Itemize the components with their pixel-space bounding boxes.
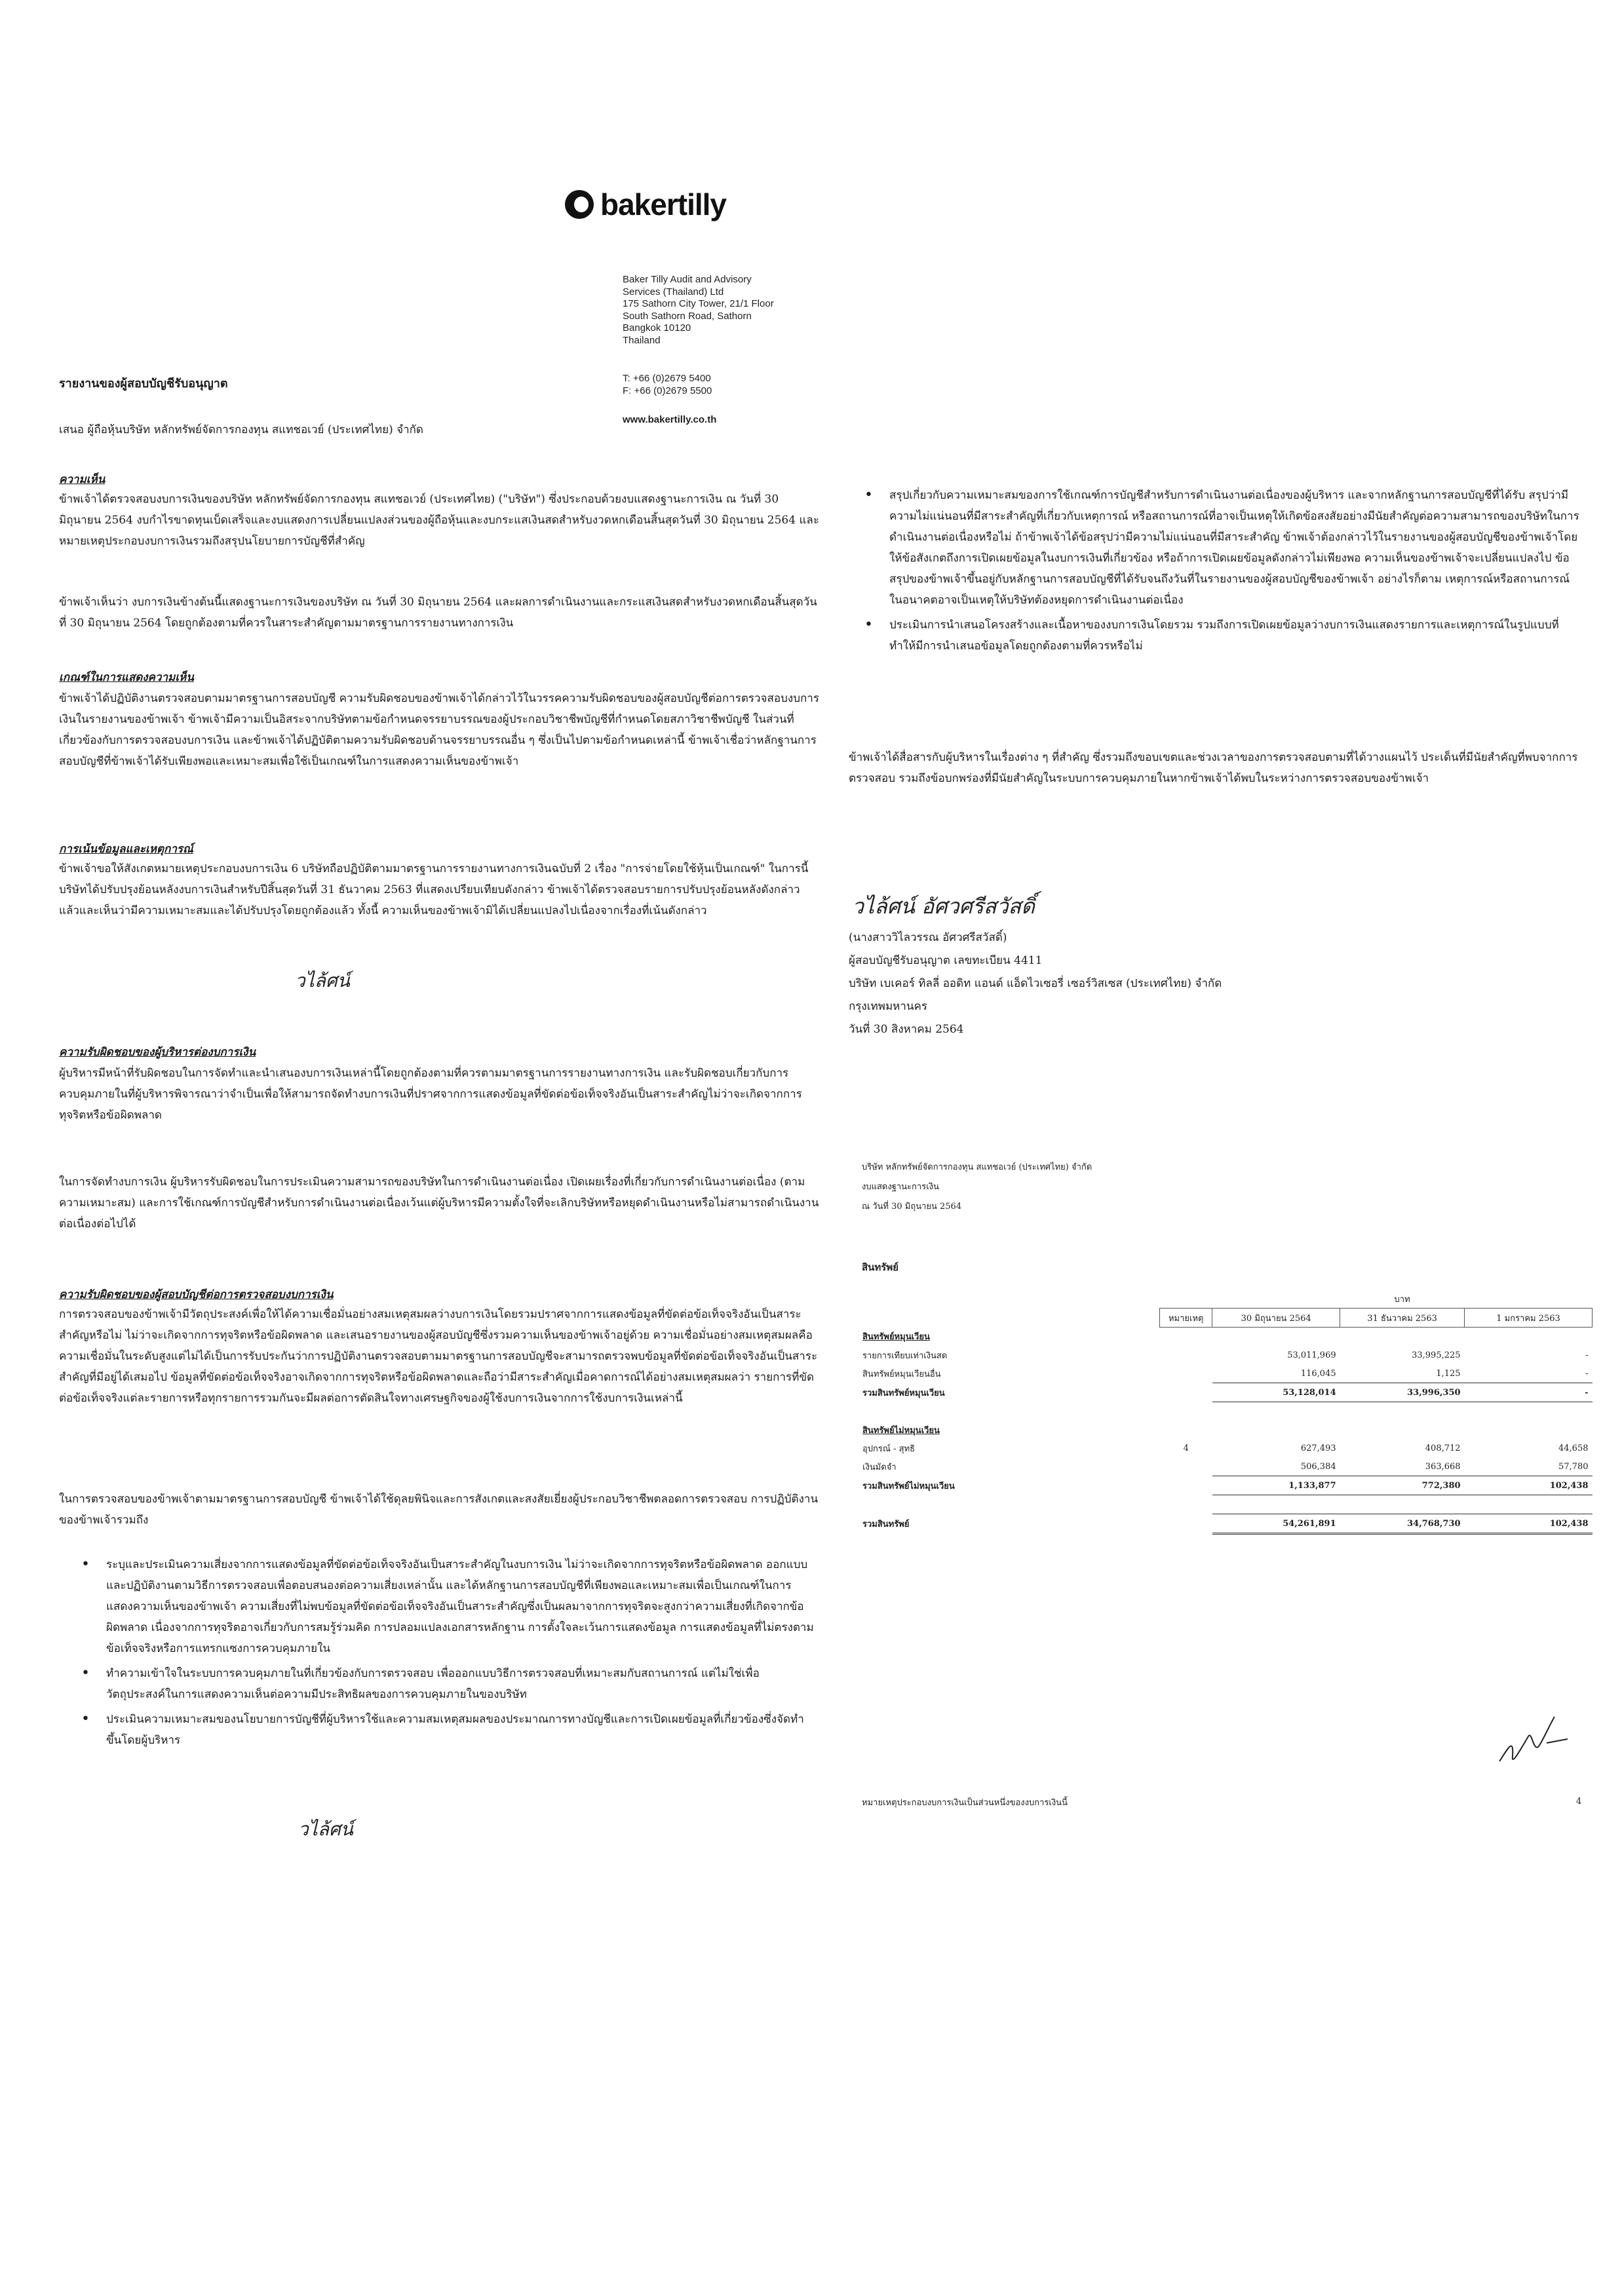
total-value: 33,996,350	[1340, 1383, 1465, 1402]
row-note: 4	[1183, 1443, 1189, 1453]
firm-address	[623, 274, 832, 347]
total-value: -	[1465, 1383, 1593, 1402]
grand-total-value: 34,768,730	[1340, 1514, 1465, 1534]
opinion-paragraph-2: ข้าพเจ้าเห็นว่า งบการเงินข้างต้นนี้แสดงฐานะการเงินของบริษัท ณ วันที่ 30 มิถุนายน 2564 และผลการดำเนินงานและกระแสเงินสดสำหรับงวดหกเดือนสิ้นสุดวันที่ 30 มิถุนายน 2564 โดยถูกต้องตามที่ควรในสาระสำคัญตามมาตรฐานการรายงานทางการเงิน	[59, 596, 817, 630]
signer-name: (นางสาววิไลวรรณ อัศวศรีสวัสดิ์)	[849, 931, 1007, 944]
list-item: • ประเมินความเหมาะสมของนโยบายการบัญชีที่ผู้บริหารใช้และความสมเหตุสมผลของประมาณการทางบัญชีและการเปิดเผยข้อมูลที่เกี่ยวข้องซึ่งจัดทำขึ้นโดยผู้บริหาร	[79, 1709, 816, 1751]
address-line: Baker Tilly Audit and Advisory	[623, 274, 752, 285]
phone-number: T: +66 (0)2679 5400	[623, 373, 711, 384]
total-label: รวมสินทรัพย์ไม่หมุนเวียน	[862, 1481, 955, 1491]
signer-city: กรุงเทพมหานคร	[849, 1000, 928, 1013]
logo-mark-icon	[565, 190, 594, 219]
row-value: 363,668	[1425, 1461, 1461, 1472]
spacer-row	[859, 1495, 1593, 1514]
procedures-list-left	[79, 1554, 816, 1755]
total-label: รวมสินทรัพย์หมุนเวียน	[862, 1388, 945, 1398]
table-row	[859, 1346, 1593, 1364]
row-note	[1160, 1457, 1212, 1476]
firm-contact	[623, 372, 712, 397]
auditor-paragraph-2: ในการตรวจสอบของข้าพเจ้าตามมาตรฐานการสอบบัญชี ข้าพเจ้าได้ใช้ดุลยพินิจและการสังเกตและสงสัยเยี่ยงผู้ประกอบวิชาชีพตลอดการตรวจสอบ การปฏิบัติงานของข้าพเจ้ารวมถึง	[59, 1493, 819, 1527]
report-addressee: เสนอ ผู้ถือหุ้นบริษัท หลักทรัพย์จัดการกองทุน สแทชอเวย์ (ประเทศไทย) จำกัด	[59, 423, 423, 436]
opinion-heading: ความเห็น	[59, 473, 106, 486]
grand-total-value: 54,261,891	[1212, 1514, 1340, 1534]
address-line: Thailand	[623, 334, 661, 346]
note-column-header: หมายเหตุ	[1160, 1309, 1212, 1328]
table-row	[859, 1328, 1593, 1347]
list-item: • ทำความเข้าใจในระบบการควบคุมภายในที่เกี่ยวข้องกับการตรวจสอบ เพื่อออกแบบวิธีการตรวจสอบที่เหมาะสมกับสถานการณ์ แต่ไม่ใช่เพื่อวัตถุประสงค์ในการแสดงความเห็นต่อความมีประสิทธิผลของการควบคุมภายในของบริษัท	[79, 1663, 816, 1705]
balance-sheet-table	[859, 1290, 1593, 1535]
address-line: South Sathorn Road, Sathorn	[623, 310, 752, 322]
row-value: 44,658	[1558, 1443, 1589, 1453]
row-value: 53,011,969	[1287, 1350, 1336, 1360]
table-row	[859, 1514, 1593, 1534]
initials-mark: วไล้ศน์	[295, 970, 350, 991]
table-row	[859, 1383, 1593, 1402]
total-value: 53,128,014	[1212, 1383, 1340, 1402]
total-value: 772,380	[1340, 1476, 1465, 1495]
row-note	[1160, 1364, 1212, 1383]
spacer-row	[859, 1402, 1593, 1421]
row-label: อุปกรณ์ - สุทธิ	[862, 1444, 916, 1454]
emphasis-heading: การเน้นข้อมูลและเหตุการณ์	[59, 843, 193, 856]
row-value: 1,125	[1436, 1368, 1461, 1379]
row-label: เงินมัดจำ	[862, 1462, 897, 1472]
emphasis-paragraph: ข้าพเจ้าขอให้สังเกตหมายเหตุประกอบงบการเงิน 6 บริษัทถือปฏิบัติตามมาตรฐานการรายงานทางการเงินฉบับที่ 2 เรื่อง "การจ่ายโดยใช้หุ้นเป็นเกณฑ์" ในการนี้ บริษัทได้ปรับปรุงย้อนหลังงบการเงินสำหรับปีสิ้นสุดวันที่ 31 ธันวาคม 2563 ที่แสดงเปรียบเทียบดังกล่าว ข้าพเจ้าได้ตรวจสอบรายการปรับปรุงย้อนหลังดังกล่าวแล้วและเห็นว่ามีความเหมาะสมและได้ปรับปรุงโดยถูกต้องแล้ว ทั้งนี้ ความเห็นของข้าพเจ้ามิได้เปลี่ยนแปลงไปเนื่องจากเรื่องที่เน้นดังกล่าว	[59, 862, 809, 917]
auditor-paragraph-1: การตรวจสอบของข้าพเจ้ามีวัตถุประสงค์เพื่อให้ได้ความเชื่อมั่นอย่างสมเหตุสมผลว่างบการเงินโดยรวมปราศจากการแสดงข้อมูลที่ขัดต่อข้อเท็จจริงอันเป็นสาระสำคัญหรือไม่ ไม่ว่าจะเกิดจากการทุจริตหรือข้อผิดพลาด และเสนอรายงานของผู้สอบบัญชีซึ่งรวมความเห็นของข้าพเจ้าอยู่ด้วย ความเชื่อมั่นอย่างสมเหตุสมผลคือความเชื่อมั่นในระดับสูงแต่ไม่ได้เป็นการรับประกันว่าการปฏิบัติงานตรวจสอบตามมาตรฐานการสอบบัญชีจะสามารถตรวจพบข้อมูลที่ขัดต่อข้อเท็จจริงอันเป็นสาระสำคัญที่มีอยู่ได้เสมอไป ข้อมูลที่ขัดต่อข้อเท็จจริงอาจเกิดจากการทุจริตหรือข้อผิดพลาดและถือว่ามีสาระสำคัญเมื่อคาดการณ์ได้อย่างสมเหตุสมผลว่า รายการที่ขัดต่อข้อเท็จจริงแต่ละรายการหรือทุกรายการรวมกันจะมีผลต่อการตัดสินใจทางเศรษฐกิจของผู้ใช้งบการเงินจากการใช้งบการเงินเหล่านี้	[59, 1308, 818, 1405]
signer-firm: บริษัท เบเคอร์ ทิลลี่ ออดิท แอนด์ แอ็ดไวเซอรี่ เซอร์วิสเซส (ประเทศไทย) จำกัด	[849, 977, 1222, 990]
row-note	[1160, 1346, 1212, 1364]
section-heading: สินทรัพย์หมุนเวียน	[862, 1332, 930, 1343]
auditor-signature: วไล้ศน์ อัศวศรีสวัสดิ์	[852, 894, 1035, 919]
table-row	[859, 1309, 1593, 1328]
basis-heading: เกณฑ์ในการแสดงความเห็น	[59, 671, 194, 684]
statement-section: สินทรัพย์	[862, 1261, 899, 1273]
communication-paragraph: ข้าพเจ้าได้สื่อสารกับผู้บริหารในเรื่องต่าง ๆ ที่สำคัญ ซึ่งรวมถึงขอบเขตและช่วงเวลาของการตรวจสอบตามที่ได้วางแผนไว้ ประเด็นที่มีนัยสำคัญที่พบจากการตรวจสอบ รวมถึงข้อบกพร่องที่มีนัยสำคัญในระบบการควบคุมภายในหากข้าพเจ้าได้พบในระหว่างการตรวจสอบของข้าพเจ้า	[849, 751, 1578, 785]
signer-date: วันที่ 30 สิงหาคม 2564	[849, 1023, 964, 1036]
fax-number: F: +66 (0)2679 5500	[623, 385, 712, 396]
table-row	[859, 1421, 1593, 1439]
management-paragraph-1: ผู้บริหารมีหน้าที่รับผิดชอบในการจัดทำและนำเสนองบการเงินเหล่านี้โดยถูกต้องตามที่ควรตามมาตรฐานการรายงานทางการเงิน และรับผิดชอบเกี่ยวกับการควบคุมภายในที่ผู้บริหารพิจารณาว่าจำเป็นเพื่อให้สามารถจัดทำงบการเงินที่ปราศจากการแสดงข้อมูลที่ขัดต่อข้อเท็จจริงอันเป็นสาระสำคัญไม่ว่าจะเกิดจากการทุจริตหรือข้อผิดพลาด	[59, 1067, 802, 1122]
row-value: 627,493	[1300, 1443, 1336, 1453]
grand-total-label: รวมสินทรัพย์	[862, 1520, 910, 1529]
column-header: 31 ธันวาคม 2563	[1340, 1309, 1465, 1328]
column-header: 30 มิถุนายน 2564	[1212, 1309, 1340, 1328]
row-value: 506,384	[1300, 1461, 1336, 1472]
column-header: 1 มกราคม 2563	[1465, 1309, 1593, 1328]
address-line: Services (Thailand) Ltd	[623, 286, 724, 297]
initials-mark: วไล้ศน์	[298, 1818, 353, 1840]
statement-footer-note: หมายเหตุประกอบงบการเงินเป็นส่วนหนึ่งของงบการเงินนี้	[862, 1798, 1068, 1808]
currency-header: บาท	[1212, 1290, 1593, 1309]
address-line: Bangkok 10120	[623, 322, 691, 334]
row-label: รายการเทียบเท่าเงินสด	[862, 1350, 948, 1361]
statement-title: งบแสดงฐานะการเงิน	[862, 1182, 939, 1192]
procedures-list-right	[862, 485, 1583, 660]
opinion-paragraph-1: ข้าพเจ้าได้ตรวจสอบงบการเงินของบริษัท หลักทรัพย์จัดการกองทุน สแทชอเวย์ (ประเทศไทย) ("บริษัท") ซึ่งประกอบด้วยงบแสดงฐานะการเงิน ณ วันที่ 30 มิถุนายน 2564 งบกำไรขาดทุนเบ็ดเสร็จและงบแสดงการเปลี่ยนแปลงส่วนของผู้ถือหุ้นและงบกระแสเงินสดสำหรับงวดหกเดือนสิ้นสุดวันที่ 30 มิถุนายน 2564 และหมายเหตุประกอบงบการเงินรวมถึงสรุปนโยบายการบัญชีที่สำคัญ	[59, 493, 819, 548]
page-number: 4	[1576, 1797, 1582, 1807]
row-value: -	[1585, 1350, 1589, 1360]
row-label: สินทรัพย์หมุนเวียนอื่น	[862, 1369, 941, 1379]
table-row	[859, 1439, 1593, 1457]
auditor-responsibility-heading: ความรับผิดชอบของผู้สอบบัญชีต่อการตรวจสอบงบการเงิน	[59, 1288, 334, 1301]
row-value: 57,780	[1558, 1461, 1589, 1472]
section-heading: สินทรัพย์ไม่หมุนเวียน	[862, 1425, 940, 1436]
management-responsibility-heading: ความรับผิดชอบของผู้บริหารต่องบการเงิน	[59, 1046, 256, 1059]
grand-total-value: 102,438	[1465, 1514, 1593, 1534]
list-item: • ประเมินการนำเสนอโครงสร้างและเนื้อหาของงบการเงินโดยรวม รวมถึงการเปิดเผยข้อมูลว่างบการเงินแสดงรายการและเหตุการณ์ในรูปแบบที่ทำให้มีการนำเสนอข้อมูลโดยถูกต้องตามที่ควรหรือไม่	[862, 615, 1583, 657]
statement-company: บริษัท หลักทรัพย์จัดการกองทุน สแทชอเวย์ (ประเทศไทย) จำกัด	[862, 1162, 1092, 1172]
table-row	[859, 1457, 1593, 1476]
signer-license: ผู้สอบบัญชีรับอนุญาต เลขทะเบียน 4411	[849, 954, 1043, 967]
logo-wordmark: bakertilly	[600, 187, 726, 221]
table-row	[859, 1476, 1593, 1495]
company-logo	[565, 187, 726, 222]
total-value: 1,133,877	[1212, 1476, 1340, 1495]
table-row	[859, 1290, 1593, 1309]
row-value: 116,045	[1300, 1368, 1336, 1379]
table-row	[859, 1364, 1593, 1383]
row-value: 33,995,225	[1412, 1350, 1461, 1360]
director-initials	[1494, 1710, 1573, 1769]
statement-date: ณ วันที่ 30 มิถุนายน 2564	[862, 1202, 962, 1212]
list-item: • สรุปเกี่ยวกับความเหมาะสมของการใช้เกณฑ์การบัญชีสำหรับการดำเนินงานต่อเนื่องของผู้บริหาร และจากหลักฐานการสอบบัญชีที่ได้รับ สรุปว่ามีความไม่แน่นอนที่มีสาระสำคัญที่เกี่ยวกับเหตุการณ์ หรือสถานการณ์ที่อาจเป็นเหตุให้เกิดข้อสงสัยอย่างมีนัยสำคัญต่อความสามารถของบริษัทในการดำเนินงานต่อเนื่องหรือไม่ ถ้าข้าพเจ้าได้ข้อสรุปว่ามีความไม่แน่นอนที่มีสาระสำคัญ ข้าพเจ้าต้องกล่าวไว้ในรายงานของผู้สอบบัญชีของข้าพเจ้าโดยให้ข้อสังเกตถึงการเปิดเผยข้อมูลในงบการเงินที่เกี่ยวข้อง หรือถ้าการเปิดเผยข้อมูลดังกล่าวไม่เพียงพอ ความเห็นของข้าพเจ้าจะเปลี่ยนแปลงไป ข้อสรุปของข้าพเจ้าขึ้นอยู่กับหลักฐานการสอบบัญชีที่ได้รับจนถึงวันที่ในรายงานของผู้สอบบัญชีของข้าพเจ้า อย่างไรก็ตาม เหตุการณ์หรือสถานการณ์ในอนาคตอาจเป็นเหตุให้บริษัทต้องหยุดการดำเนินงานต่อเนื่อง	[862, 485, 1583, 611]
row-value: 408,712	[1425, 1443, 1461, 1453]
report-title: รายงานของผู้สอบบัญชีรับอนุญาต	[59, 377, 228, 391]
management-paragraph-2: ในการจัดทำงบการเงิน ผู้บริหารรับผิดชอบในการประเมินความสามารถของบริษัทในการดำเนินงานต่อเนื่อง เปิดเผยเรื่องที่เกี่ยวกับการดำเนินงานต่อเนื่อง (ตามความเหมาะสม) และการใช้เกณฑ์การบัญชีสำหรับการดำเนินงานต่อเนื่องเว้นแต่ผู้บริหารมีความตั้งใจที่จะเลิกบริษัทหรือหยุดดำเนินงานหรือไม่สามารถดำเนินงานต่อเนื่องต่อไปได้	[59, 1176, 819, 1231]
list-item: • ระบุและประเมินความเสี่ยงจากการแสดงข้อมูลที่ขัดต่อข้อเท็จจริงอันเป็นสาระสำคัญในงบการเงิน ไม่ว่าจะเกิดจากการทุจริตหรือข้อผิดพลาด ออกแบบและปฏิบัติงานตามวิธีการตรวจสอบเพื่อตอบสนองต่อความเสี่ยงเหล่านั้น และได้หลักฐานการสอบบัญชีที่เพียงพอและเหมาะสมเพื่อเป็นเกณฑ์ในการแสดงความเห็นของข้าพเจ้า ความเสี่ยงที่ไม่พบข้อมูลที่ขัดต่อข้อเท็จจริงอันเป็นสาระสำคัญซึ่งเป็นผลมาจากการทุจริตจะสูงกว่าความเสี่ยงที่เกิดจากข้อผิดพลาด เนื่องจากการทุจริตอาจเกี่ยวกับการสมรู้ร่วมคิด การปลอมแปลงเอกสารหลักฐาน การตั้งใจละเว้นการแสดงข้อมูล การแสดงข้อมูลที่ไม่ตรงตามข้อเท็จจริงหรือการแทรกแซงการควบคุมภายใน	[79, 1554, 816, 1659]
row-value: -	[1585, 1368, 1589, 1379]
address-line: 175 Sathorn City Tower, 21/1 Floor	[623, 298, 774, 309]
basis-paragraph: ข้าพเจ้าได้ปฏิบัติงานตรวจสอบตามมาตรฐานการสอบบัญชี ความรับผิดชอบของข้าพเจ้าได้กล่าวไว้ในวรรคความรับผิดชอบของผู้สอบบัญชีต่อการตรวจสอบงบการเงินในรายงานของข้าพเจ้า ข้าพเจ้ามีความเป็นอิสระจากบริษัทตามข้อกำหนดจรรยาบรรณของผู้ประกอบวิชาชีพบัญชีที่กำหนดโดยสภาวิชาชีพบัญชี ในส่วนที่เกี่ยวข้องกับการตรวจสอบงบการเงิน และข้าพเจ้าได้ปฏิบัติตามความรับผิดชอบด้านจรรยาบรรณอื่น ๆ ซึ่งเป็นไปตามข้อกำหนดเหล่านี้ ข้าพเจ้าเชื่อว่าหลักฐานการสอบบัญชีที่ข้าพเจ้าได้รับเพียงพอและเหมาะสมเพื่อใช้เป็นเกณฑ์ในการแสดงความเห็นของข้าพเจ้า	[59, 692, 819, 768]
firm-website: www.bakertilly.co.th	[623, 414, 717, 425]
total-value: 102,438	[1465, 1476, 1593, 1495]
